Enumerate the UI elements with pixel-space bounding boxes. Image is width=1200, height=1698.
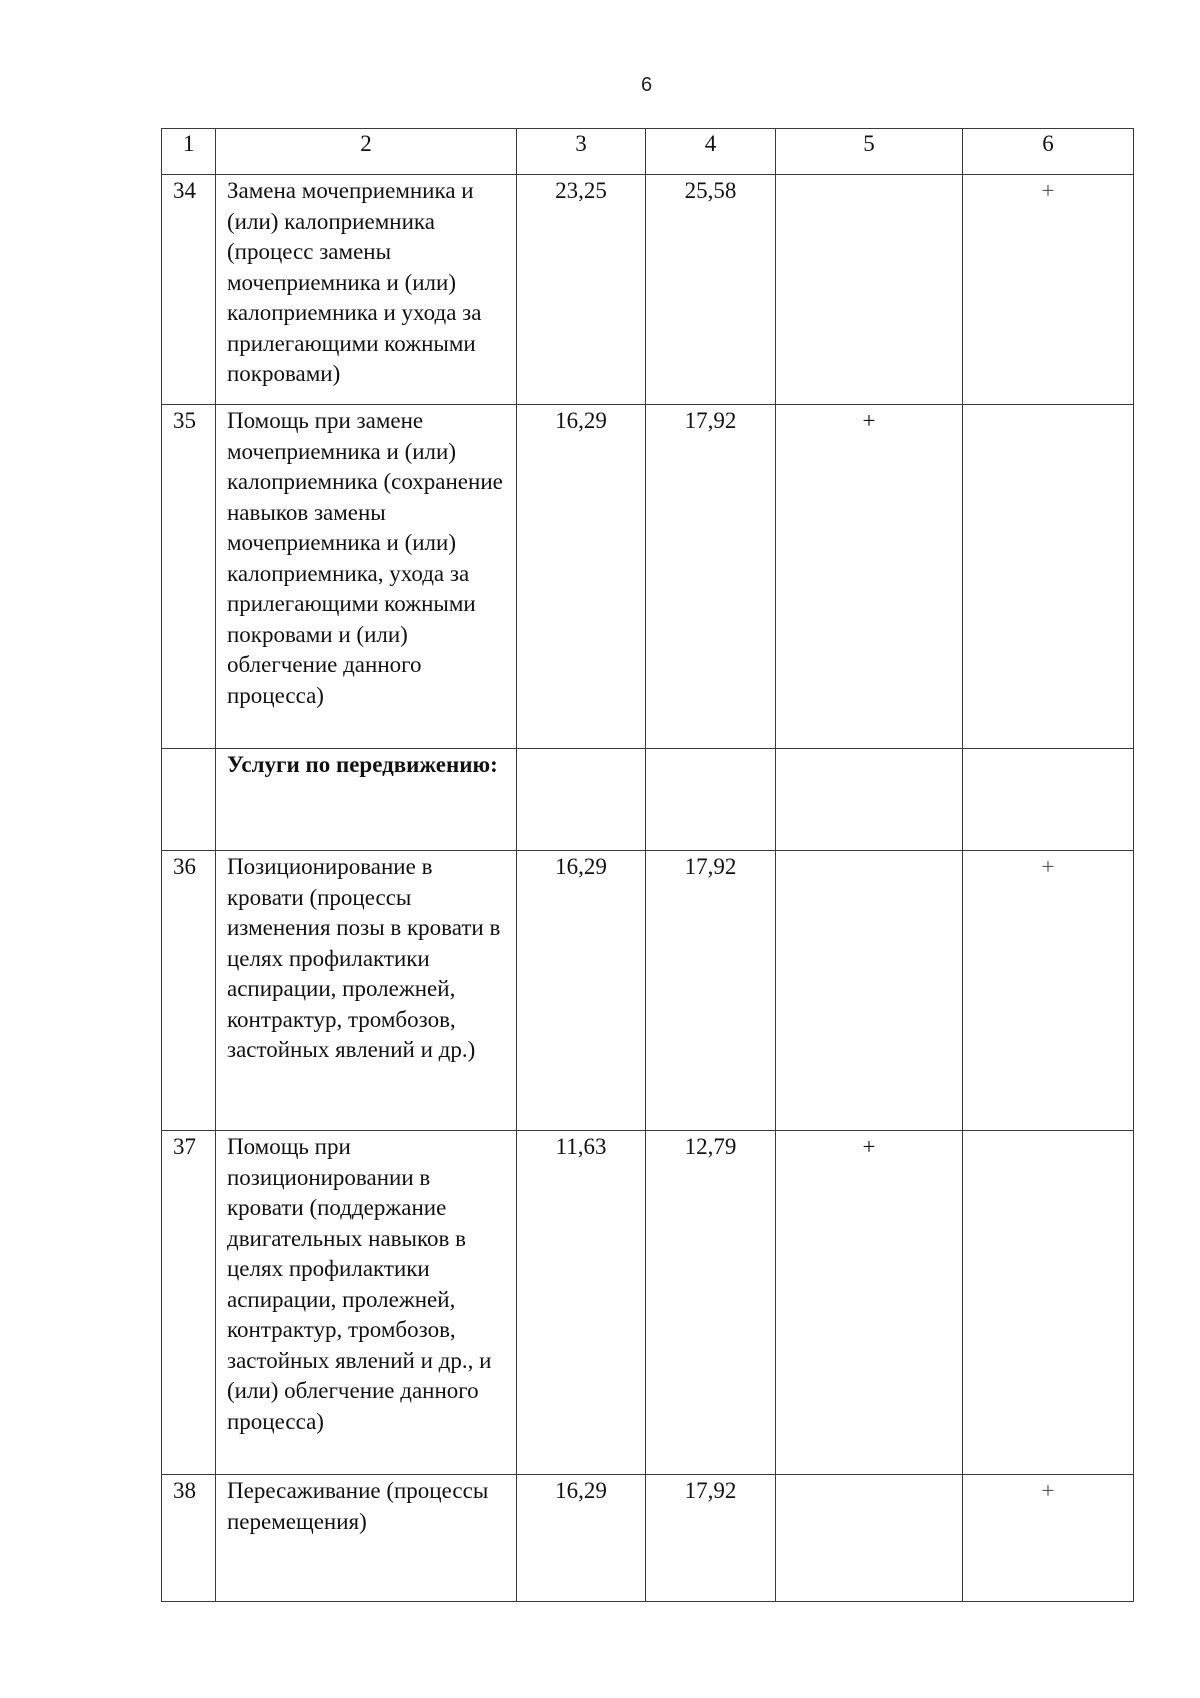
header-cell: 4 [646,129,776,175]
value-col4: 17,92 [646,1475,776,1602]
table-header-row [162,129,1134,175]
value-col3: 23,25 [517,175,646,405]
mark-col6: + [963,851,1134,1131]
services-table [161,128,1134,1602]
table-row [162,175,1134,405]
row-number: 34 [162,175,216,405]
value-col3: 16,29 [517,1475,646,1602]
row-number: 37 [162,1131,216,1475]
row-number: 36 [162,851,216,1131]
value-col4: 12,79 [646,1131,776,1475]
mark-col6 [963,405,1134,749]
mark-col6: + [963,1475,1134,1602]
section-empty-cell [776,749,963,851]
header-cell: 6 [963,129,1134,175]
table-row [162,1131,1134,1475]
service-name: Пересаживание (процессы перемещения) [216,1475,517,1602]
mark-col6 [963,1131,1134,1475]
section-title: Услуги по передвижению: [216,749,517,851]
mark-col6: + [963,175,1134,405]
page-number: 6 [640,74,653,96]
mark-col5 [776,1475,963,1602]
value-col4: 25,58 [646,175,776,405]
section-empty-cell [963,749,1134,851]
table-row [162,1475,1134,1602]
header-cell: 1 [162,129,216,175]
section-empty-cell [517,749,646,851]
section-row [162,749,1134,851]
section-empty-cell [162,749,216,851]
row-number: 38 [162,1475,216,1602]
value-col4: 17,92 [646,851,776,1131]
service-name: Замена мочеприемника и (или) калоприемника (процесс замены мочеприемника и (или) калоприемника и ухода за прилегающими кожными покровами) [216,175,517,405]
mark-col5 [776,175,963,405]
header-cell: 5 [776,129,963,175]
table-row [162,405,1134,749]
section-empty-cell [646,749,776,851]
header-cell: 3 [517,129,646,175]
mark-col5: + [776,405,963,749]
row-number: 35 [162,405,216,749]
value-col3: 16,29 [517,851,646,1131]
value-col4: 17,92 [646,405,776,749]
service-name: Помощь при позиционировании в кровати (поддержание двигательных навыков в целях профилактики аспирации, пролежней, контрактур, тромбозов, застойных явлений и др., и (или) облегчение данного процесса) [216,1131,517,1475]
header-cell: 2 [216,129,517,175]
service-name: Помощь при замене мочеприемника и (или) калоприемника (сохранение навыков замены мочеприемника и (или) калоприемника, ухода за прилегающими кожными покровами и (или) облегчение данного процесса) [216,405,517,749]
value-col3: 16,29 [517,405,646,749]
value-col3: 11,63 [517,1131,646,1475]
mark-col5: + [776,1131,963,1475]
table-row [162,851,1134,1131]
mark-col5 [776,851,963,1131]
service-name: Позиционирование в кровати (процессы изменения позы в кровати в целях профилактики аспирации, пролежней, контрактур, тромбозов, застойных явлений и др.) [216,851,517,1131]
